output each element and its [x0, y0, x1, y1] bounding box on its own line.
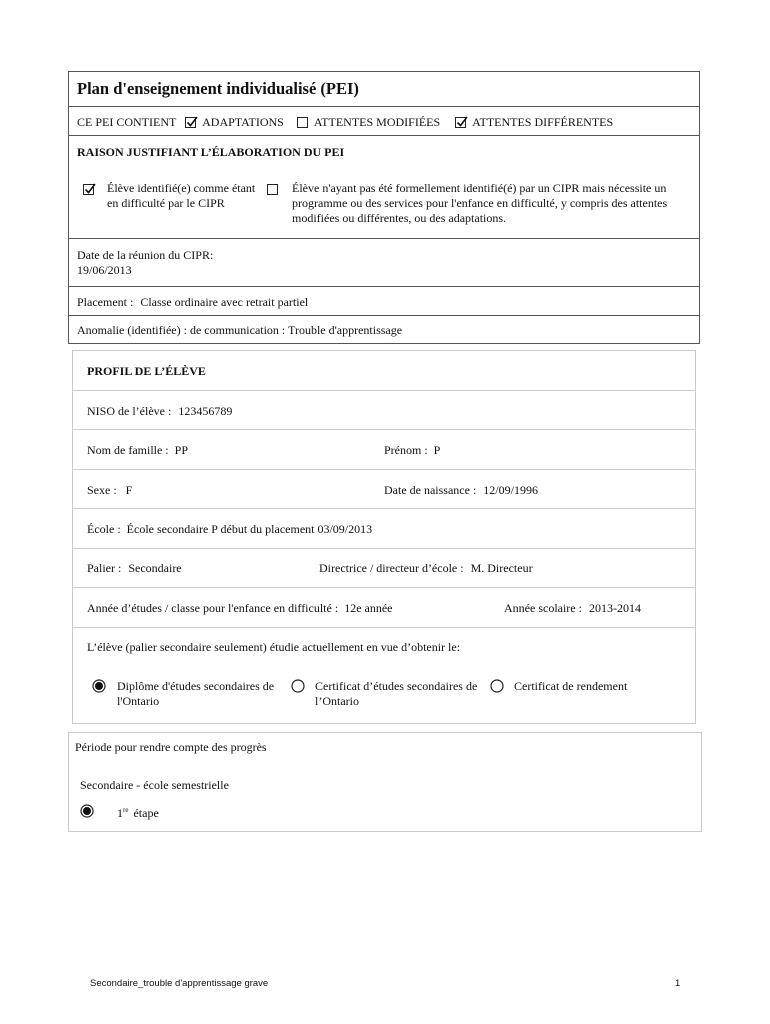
school-year-row	[504, 601, 641, 616]
page-title: Plan d'enseignement individualisé (PEI)	[77, 79, 359, 98]
adaptations-checkbox[interactable]	[185, 117, 196, 128]
different-expectations-label: ATTENTES DIFFÉRENTES	[472, 115, 614, 129]
divider	[72, 508, 696, 509]
divider	[72, 429, 696, 430]
placement-row	[77, 295, 308, 310]
divider	[72, 469, 696, 470]
semester-type: Secondaire - école semestrielle	[80, 778, 229, 792]
birthdate-label: Date de naissance :	[384, 483, 477, 497]
sex-label: Sexe :	[87, 483, 117, 497]
divider	[72, 627, 696, 628]
identified-by-cipr-checkbox[interactable]	[83, 184, 94, 195]
not-identified-checkbox[interactable]	[267, 184, 278, 195]
niso-value: 123456789	[178, 404, 233, 418]
contains-label: CE PEI CONTIENT	[77, 115, 177, 129]
achievement-radio[interactable]	[490, 679, 504, 693]
firstname-value: P	[433, 443, 441, 457]
term-number: 1	[117, 806, 123, 820]
level-label: Palier :	[87, 561, 122, 575]
sex-value: F	[125, 483, 133, 497]
divider	[68, 238, 700, 239]
principal-label: Directrice / directeur d’école :	[319, 561, 464, 575]
firstname-row	[384, 443, 440, 458]
diploma-label: Diplôme d'études secondaires de l'Ontario	[117, 679, 275, 708]
reason-heading: RAISON JUSTIFIANT L’ÉLABORATION DU PEI	[77, 145, 345, 159]
identified-by-cipr-text: Élève identifié(e) comme étant en difficulté par le CIPR	[107, 181, 256, 210]
progress-heading: Période pour rendre compte des progrès	[75, 740, 267, 754]
placement-label: Placement :	[77, 295, 134, 309]
principal-value: M. Directeur	[470, 561, 533, 575]
diploma-radio-selected[interactable]	[92, 679, 106, 693]
school-year-value: 2013-2014	[588, 601, 641, 615]
check-icon	[185, 115, 199, 129]
placement-value: Classe ordinaire avec retrait partiel	[140, 295, 309, 309]
anomaly-text: Anomalie (identifiée) : de communication : Trouble d'apprentissage	[77, 323, 403, 337]
divider	[68, 135, 700, 136]
modified-expectations-label: ATTENTES MODIFIÉES	[313, 115, 441, 129]
diploma-goal-text: L’élève (palier secondaire seulement) étudie actuellement en vue d’obtenir le:	[87, 640, 461, 654]
first-term-label	[117, 806, 159, 821]
grade-row	[87, 601, 393, 616]
modified-expectations-checkbox[interactable]	[297, 117, 308, 128]
meeting-date-label: Date de la réunion du CIPR:	[77, 248, 214, 262]
principal-row	[319, 561, 533, 576]
not-identified-text: Élève n'ayant pas été formellement identifié(é) par un CIPR mais nécessite un programme ou des services pour l'enfance en difficulté, y compris des attentes modifiées ou différentes, ou des adaptations.	[292, 181, 668, 225]
divider	[68, 315, 700, 316]
certificate-radio[interactable]	[291, 679, 305, 693]
grade-value: 12e année	[344, 601, 393, 615]
first-term-radio-selected[interactable]	[80, 804, 94, 818]
divider	[72, 587, 696, 588]
level-value: Secondaire	[128, 561, 182, 575]
adaptations-label: ADAPTATIONS	[202, 115, 284, 129]
school-label: École :	[87, 522, 121, 536]
term-label: étape	[133, 806, 159, 820]
birthdate-row	[384, 483, 538, 498]
check-icon	[83, 182, 97, 196]
lastname-label: Nom de famille :	[87, 443, 169, 457]
certificate-label: Certificat d’études secondaires de l’Ontario	[315, 679, 478, 708]
different-expectations-checkbox[interactable]	[455, 117, 466, 128]
meeting-date-value: 19/06/2013	[77, 263, 132, 277]
niso-row	[87, 404, 232, 419]
divider	[72, 548, 696, 549]
footer-document-name: Secondaire_trouble d'apprentissage grave	[90, 978, 269, 989]
school-value: École secondaire P début du placement 03/09/2013	[126, 522, 373, 536]
check-icon	[455, 115, 469, 129]
achievement-label: Certificat de rendement	[514, 679, 628, 693]
grade-label: Année d’études / classe pour l'enfance en difficulté :	[87, 601, 339, 615]
profile-heading: PROFIL DE L’ÉLÈVE	[87, 364, 206, 378]
lastname-row	[87, 443, 188, 458]
divider	[72, 390, 696, 391]
lastname-value: PP	[174, 443, 189, 457]
school-year-label: Année scolaire :	[504, 601, 582, 615]
niso-label: NISO de l’élève :	[87, 404, 172, 418]
level-row	[87, 561, 182, 576]
contains-row	[77, 115, 613, 130]
divider	[68, 106, 700, 107]
page-number: 1	[675, 978, 681, 989]
birthdate-value: 12/09/1996	[483, 483, 538, 497]
term-suffix: re	[123, 806, 129, 814]
sex-row	[87, 483, 132, 498]
school-row	[87, 522, 372, 537]
divider	[68, 286, 700, 287]
firstname-label: Prénom :	[384, 443, 428, 457]
